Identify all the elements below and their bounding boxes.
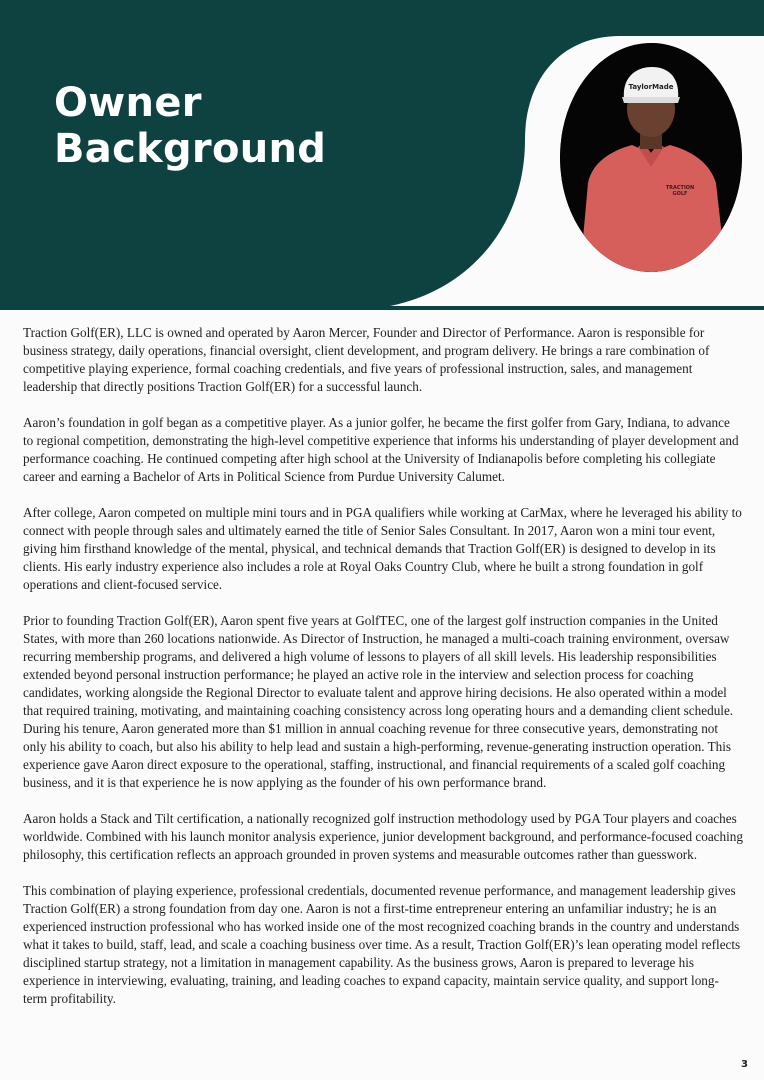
paragraph: Prior to founding Traction Golf(ER), Aaron spent five years at GolfTEC, one of the largest golf instruction companies in the United States, with more than 260 locations nationwide. As Director of Instruction, he managed a multi-coach training environment, oversaw recurring membership programs, and delivered a high volume of lessons to players of all skill levels. His leadership responsibilities extended beyond personal instruction performance; he played an active role in the interview and selection process for coaching candidates, working alongside the Regional Director to evaluate talent and approve hiring decisions. He also operated within a model that required training, motivating, and maintaining coaching consistency across long operating hours and a demanding client schedule. During his tenure, Aaron generated more than $1 million in annual coaching revenue for three consecutive years, demonstrating not only his ability to coach, but also his ability to help lead and sustain a high-performing, revenue-generating instruction operation. This experience gave Aaron direct exposure to the operational, staffing, instructional, and financial requirements of a scaled golf coaching business, and it is that experience he is now applying as the founder of his own performance brand. bbox=[23, 613, 734, 790]
page-number: 3 bbox=[741, 1059, 748, 1070]
owner-background-body bbox=[23, 324, 743, 1026]
paragraph: Aaron holds a Stack and Tilt certification, a nationally recognized golf instruction methodology used by PGA Tour players and coaches worldwide. Combined with his launch monitor analysis experience, junior development background, and performance-focused coaching philosophy, this certification reflects an approach grounded in proven systems and measurable outcomes rather than guesswork. bbox=[23, 811, 743, 862]
shirt-logo-line-1: TRACTION bbox=[665, 185, 695, 191]
page-title bbox=[54, 80, 326, 172]
paragraph: After college, Aaron competed on multiple mini tours and in PGA qualifiers while working at CarMax, where he leveraged his ability to connect with people through sales and ultimately earned the title of Senior Sales Consultant. In 2017, Aaron won a mini tour event, giving him firsthand knowledge of the mental, physical, and technical demands that Traction Golf(ER) is designed to develop in its clients. His early industry experience also includes a role at Royal Oaks Country Club, where he built a strong foundation in golf operations and client-focused service. bbox=[23, 505, 742, 592]
cap-logo-text: TaylorMade bbox=[628, 83, 674, 91]
owner-photo bbox=[560, 43, 742, 272]
paragraph: Aaron’s foundation in golf began as a competitive player. As a junior golfer, he became the first golfer from Gary, Indiana, to advance to regional competition, demonstrating the high-level competitive experience that informs his understanding of player development and performance coaching. He continued competing after high school at the University of Indianapolis before completing his collegiate career and earning a Bachelor of Arts in Political Science from Purdue University Calumet. bbox=[23, 415, 739, 484]
paragraph: This combination of playing experience, professional credentials, documented revenue performance, and management leadership gives Traction Golf(ER) a strong foundation from day one. Aaron is not a first-time entrepreneur entering an unfamiliar industry; he is an experienced instruction professional who has worked inside one of the most recognized coaching brands in the country and understands what it takes to build, staff, lead, and scale a coaching business over time. As a result, Traction Golf(ER)’s lean operating model reflects disciplined startup strategy, not a limitation in management capability. As the business grows, Aaron is prepared to leverage his experience in interviewing, evaluating, training, and leading coaches to expand capacity, maintain service quality, and support long-term profitability. bbox=[23, 883, 741, 1006]
paragraph: Traction Golf(ER), LLC is owned and operated by Aaron Mercer, Founder and Director of Performance. Aaron is responsible for business strategy, daily operations, financial oversight, client development, and program delivery. He brings a rare combination of competitive playing experience, formal coaching credentials, and five years of professional instruction, sales, and management leadership that directly positions Traction Golf(ER) for a successful launch. bbox=[23, 325, 710, 394]
shirt-logo-line-2: GOLF bbox=[672, 191, 688, 197]
title-line-1: Owner bbox=[54, 80, 202, 126]
title-line-2: Background bbox=[54, 126, 327, 172]
